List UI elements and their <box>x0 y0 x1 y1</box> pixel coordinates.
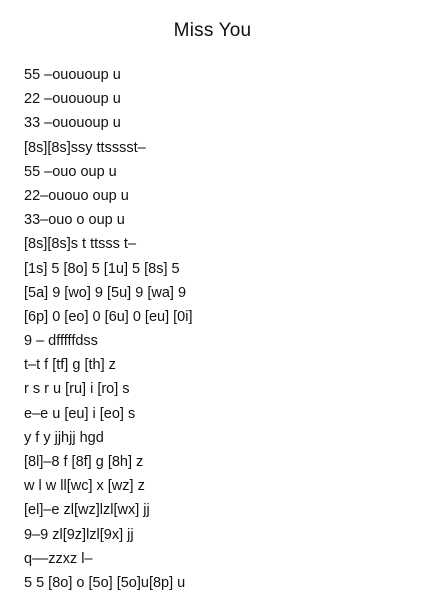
notation-line: [el]–e zl[wz]lzl[wx] jj <box>24 502 150 519</box>
notation-line: r s r u [ru] i [ro] s <box>24 381 130 398</box>
notation-line: [1s] 5 [8o] 5 [1u] 5 [8s] 5 <box>24 260 180 277</box>
notation-line: [5a] 9 [wo] 9 [5u] 9 [wa] 9 <box>24 284 187 301</box>
notation-line: q––zzxz l– <box>24 550 93 567</box>
notation-line: e–e u [eu] i [eo] s <box>24 405 136 422</box>
notation-line: [8l]–8 f [8f] g [8h] z <box>24 454 144 470</box>
notation-line: t–t f [tf] g [th] z <box>24 357 116 374</box>
notation-line: 9 – dfffffdss <box>24 333 98 350</box>
notation-line: 9–9 zl[9z]lzl[9x] jj <box>24 526 134 543</box>
notation-line: [6p] 0 [eo] 0 [6u] 0 [eu] [0i] <box>24 308 193 325</box>
notation-line: [8s][8s]ssy ttsssst– <box>24 139 146 156</box>
notation-line: 55 –ouo oup u <box>24 163 117 180</box>
notation-line: 33–ouo o oup u <box>24 212 125 229</box>
notation-line: w l w ll[wc] x [wz] z <box>24 478 145 495</box>
notation-line: y f y jjhjj hgd <box>24 429 104 446</box>
notation-line: 33 –ouououp u <box>24 115 121 132</box>
page-title: Miss You <box>173 20 252 41</box>
notation-lines <box>24 63 192 595</box>
notation-line: 55 –ouououp u <box>24 67 121 83</box>
notation-line: [8s][8s]s t ttsss t– <box>24 236 137 253</box>
notation-line: 22–ououo oup u <box>24 187 129 204</box>
notation-line: 5 5 [8o] o [5o] [5o]u[8p] u <box>24 574 186 591</box>
notation-line: 22 –ouououp u <box>24 91 121 108</box>
